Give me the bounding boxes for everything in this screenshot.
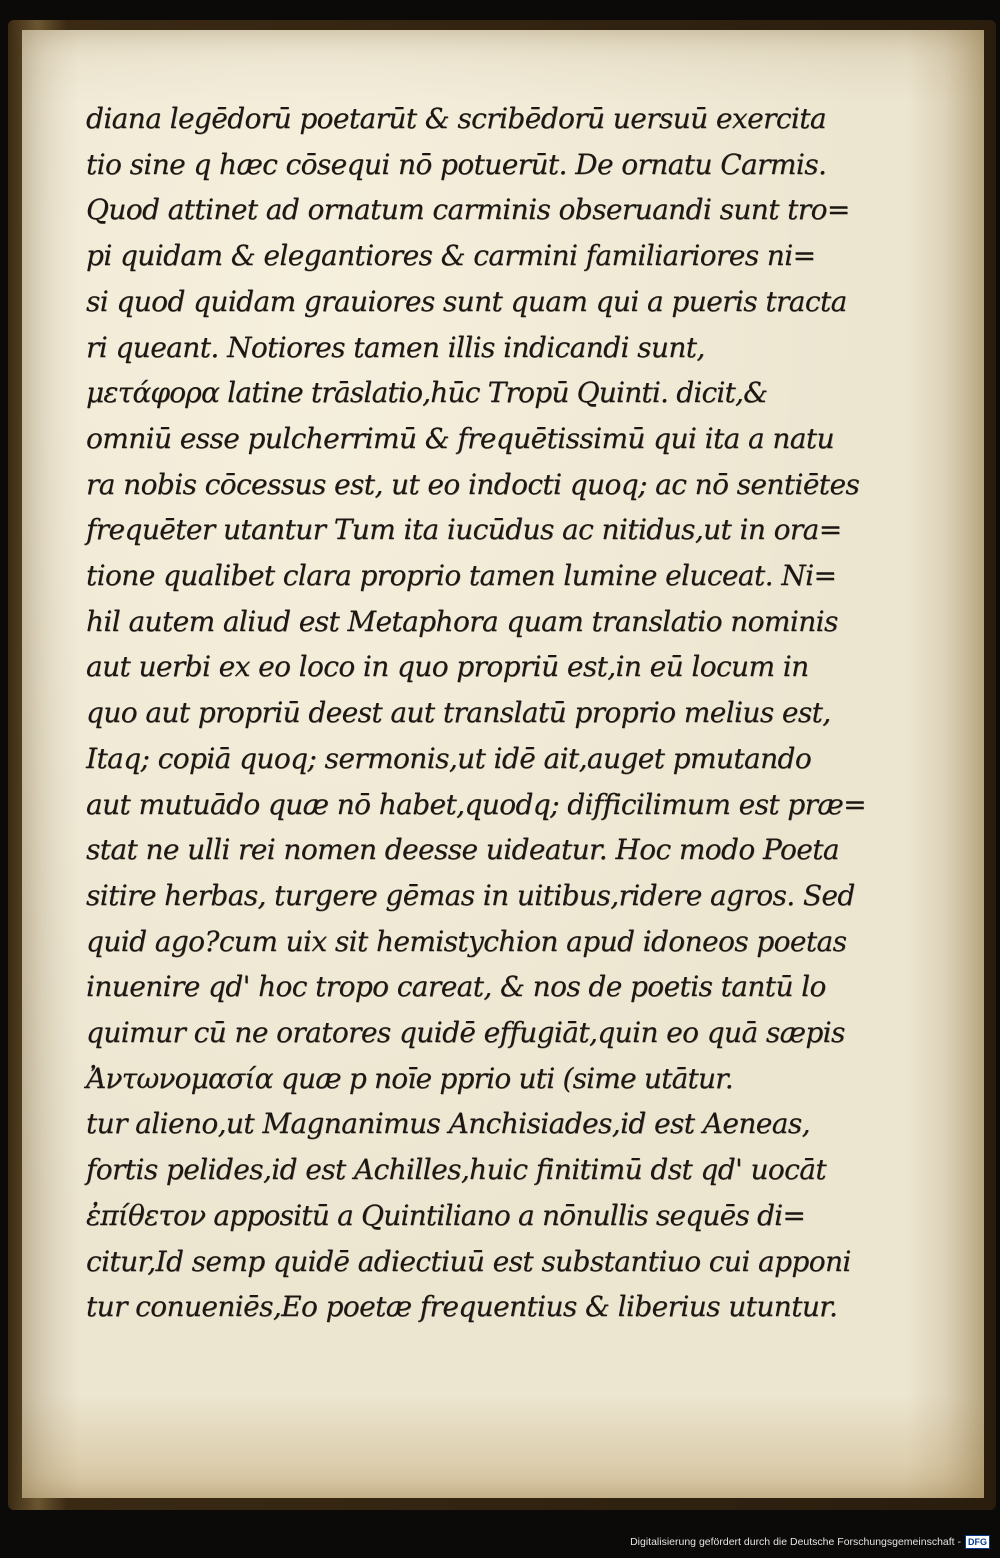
text-line: quo aut propriū deest aut translatū proprio melius est, bbox=[86, 696, 831, 730]
text-line: frequēter utantur Tum ita iucūdus ac nitidus,ut in ora= bbox=[86, 513, 842, 547]
digitization-footer bbox=[630, 1532, 990, 1552]
text-line: tur alieno,ut Magnanimus Anchisiades,id est Aeneas, bbox=[86, 1107, 810, 1141]
dfg-logo: DFG bbox=[965, 1535, 990, 1549]
text-line: inuenire qd' hoc tropo careat, & nos de poetis tantū lo bbox=[86, 970, 826, 1004]
text-line: stat ne ulli rei nomen deesse uideatur. Hoc modo Poeta bbox=[86, 833, 839, 867]
text-line: quid ago?cum uix sit hemistychion apud idoneos poetas bbox=[86, 924, 847, 958]
text-line: Itaq; copiā quoq; sermonis,ut idē ait,auget pmutando bbox=[86, 741, 812, 775]
text-line: ra nobis cōcessus est, ut eo indocti quoq; ac nō sentiētes bbox=[86, 467, 860, 501]
text-line: tio sine q hæc cōsequi nō potuerūt. De ornatu Carmis. bbox=[86, 147, 827, 181]
text-line: hil autem aliud est Metaphora quam translatio nominis bbox=[86, 604, 838, 638]
text-line: tione qualibet clara proprio tamen lumine eluceat. Ni= bbox=[86, 559, 837, 593]
text-line: ἐπίθετον appositū a Quintiliano a nōnullis sequēs di= bbox=[86, 1198, 806, 1232]
text-line: si quod quidam grauiores sunt quam qui a pueris tracta bbox=[86, 284, 847, 318]
text-line: aut uerbi ex eo loco in quo propriū est,in eū locum in bbox=[86, 650, 809, 684]
text-line: pi quidam & elegantiores & carmini familiariores ni= bbox=[86, 239, 816, 273]
text-line: omniū esse pulcherrimū & frequētissimū qui ita a natu bbox=[86, 421, 834, 455]
text-line: quimur cū ne oratores quidē effugiāt,quin eo quā sæpis bbox=[86, 1016, 845, 1050]
text-line: citur,Id semp quidē adiectiuū est substantiuo cui apponi bbox=[86, 1244, 851, 1278]
text-line: diana legēdorū poetarūt & scribēdorū uersuū exercita bbox=[86, 102, 827, 135]
page-shading bbox=[944, 30, 984, 1498]
text-line: Quod attinet ad ornatum carminis obseruandi sunt tro= bbox=[86, 193, 850, 227]
page-text-block bbox=[86, 96, 876, 1330]
text-line: tur conueniēs,Eo poetæ frequentius & liberius utuntur. bbox=[86, 1290, 838, 1324]
funding-credit: Digitalisierung gefördert durch die Deutsche Forschungsgemeinschaft - bbox=[630, 1536, 961, 1548]
text-line: fortis pelides,id est Achilles,huic finitimū dst qd' uocāt bbox=[86, 1153, 826, 1187]
text-line: aut mutuādo quæ nō habet,quodq; difficilimum est præ= bbox=[86, 787, 866, 821]
text-line: ri queant. Notiores tamen illis indicandi sunt, bbox=[86, 330, 705, 364]
text-line: μετάφορα latine trāslatio,hūc Tropū Quinti. dicit,& bbox=[86, 376, 768, 410]
text-line: Ἀντωνομασία quæ p noīe pprio uti (sime utātur. bbox=[86, 1061, 733, 1095]
text-line: sitire herbas, turgere gēmas in uitibus,ridere agros. Sed bbox=[86, 878, 855, 912]
